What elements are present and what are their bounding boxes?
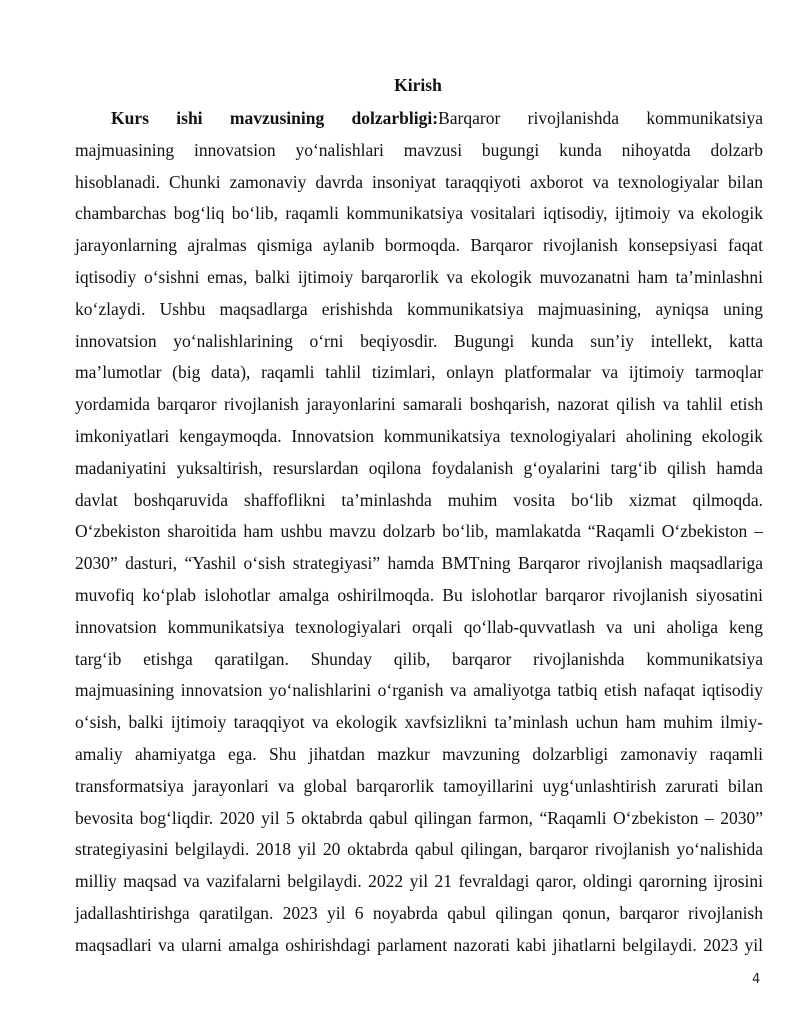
text-line: bevosita bog‘liqdir. 2020 yil 5 oktabrda qabul qilingan farmon, “Raqamli O‘zbekiston – 2030”: [75, 807, 763, 828]
text-line: majmuasining innovatsion yo‘nalishlari mavzusi bugungi kunda nihoyatda dolzarb: [75, 139, 763, 160]
text-line: transformatsiya jarayonlari va global barqarorlik tamoyillarini uyg‘unlashtirish zarurati bilan: [75, 775, 763, 796]
text-line: 2030” dasturi, “Yashil o‘sish strategiyasi” hamda BMTning Barqaror rivojlanish maqsadlariga: [75, 553, 763, 574]
text-line: imkoniyatlari kengaymoqda. Innovatsion kommunikatsiya texnologiyalari aholining ekologik: [75, 425, 763, 446]
text-line: o‘sish, balki ijtimoiy taraqqiyot va ekologik xavfsizlikni ta’minlash uchun ham muhim ilmiy-: [75, 712, 763, 733]
text-line: davlat boshqaruvida shaffoflikni ta’minlashda muhim vosita bo‘lib xizmat qilmoqda.: [75, 489, 763, 510]
text-line: muvofiq ko‘plab islohotlar amalga oshirilmoqda. Bu islohotlar barqaror rivojlanish siyosatini: [75, 584, 763, 605]
text-line: innovatsion kommunikatsiya texnologiyalari orqali qo‘llab-quvvatlash va uni aholiga keng: [75, 616, 763, 637]
text-line: strategiyasini belgilaydi. 2018 yil 20 oktabrda qabul qilingan, barqaror rivojlanish yo‘nalishida: [75, 839, 763, 860]
text-line: madaniyatini yuksaltirish, resurslardan oqilona foydalanish g‘oyalarini targ‘ib qilish hamda: [75, 457, 763, 478]
text-line: chambarchas bog‘liq bo‘lib, raqamli kommunikatsiya vositalari iqtisodiy, ijtimoiy va ekologik: [75, 203, 763, 224]
text-line: ma’lumotlar (big data), raqamli tahlil tizimlari, onlayn platformalar va ijtimoiy tarmoqlar: [75, 362, 763, 383]
text-line: amaliy ahamiyatga ega. Shu jihatdan mazkur mavzuning dolzarbligi zamonaviy raqamli: [75, 743, 763, 764]
page-number: 4: [752, 972, 761, 987]
text-line: jarayonlarning ajralmas qismiga aylanib bormoqda. Barqaror rivojlanish konsepsiyasi faqat: [75, 235, 763, 256]
text-line: maqsadlari va ularni amalga oshirishdagi parlament nazorati kabi jihatlarni belgilaydi. 2023 yil: [75, 934, 763, 955]
text-line: milliy maqsad va vazifalarni belgilaydi. 2022 yil 21 fevraldagi qaror, oldingi qarorning ijrosini: [75, 871, 763, 892]
text-line: ko‘zlaydi. Ushbu maqsadlarga erishishda kommunikatsiya majmuasining, ayniqsa uning: [75, 298, 763, 319]
text-line: [75, 103, 763, 135]
lead-phrase: Kurs ishi mavzusining dolzarbligi:: [111, 108, 439, 128]
text-line: targ‘ib etishga qaratilgan. Shunday qilib, barqaror rivojlanishda kommunikatsiya: [75, 648, 763, 669]
body-paragraph: [75, 103, 763, 962]
text-line: yordamida barqaror rivojlanish jarayonlarini samarali boshqarish, nazorat qilish va tahlil etish: [75, 394, 763, 415]
text-line: O‘zbekiston sharoitida ham ushbu mavzu dolzarb bo‘lib, mamlakatda “Raqamli O‘zbekiston –: [75, 521, 763, 542]
text-line: hisoblanadi. Chunki zamonaviy davrda insoniyat taraqqiyoti axborot va texnologiyalar bilan: [75, 171, 763, 192]
text-line: iqtisodiy o‘sishni emas, balki ijtimoiy barqarorlik va ekologik muvozanatni ham ta’minlashni: [75, 266, 763, 287]
section-title: Kirish: [394, 75, 442, 95]
text-line: majmuasining innovatsion yo‘nalishlarini o‘rganish va amaliyotga tatbiq etish nafaqat iqtisodiy: [75, 680, 763, 701]
first-line-text: Barqaror rivojlanishda kommunikatsiya: [438, 108, 764, 128]
text-line: innovatsion yo‘nalishlarining o‘rni beqiyosdir. Bugungi kunda sun’iy intellekt, katta: [75, 330, 763, 351]
text-line: jadallashtirishga qaratilgan. 2023 yil 6 noyabrda qabul qilingan qonun, barqaror rivojlanish: [75, 902, 763, 923]
